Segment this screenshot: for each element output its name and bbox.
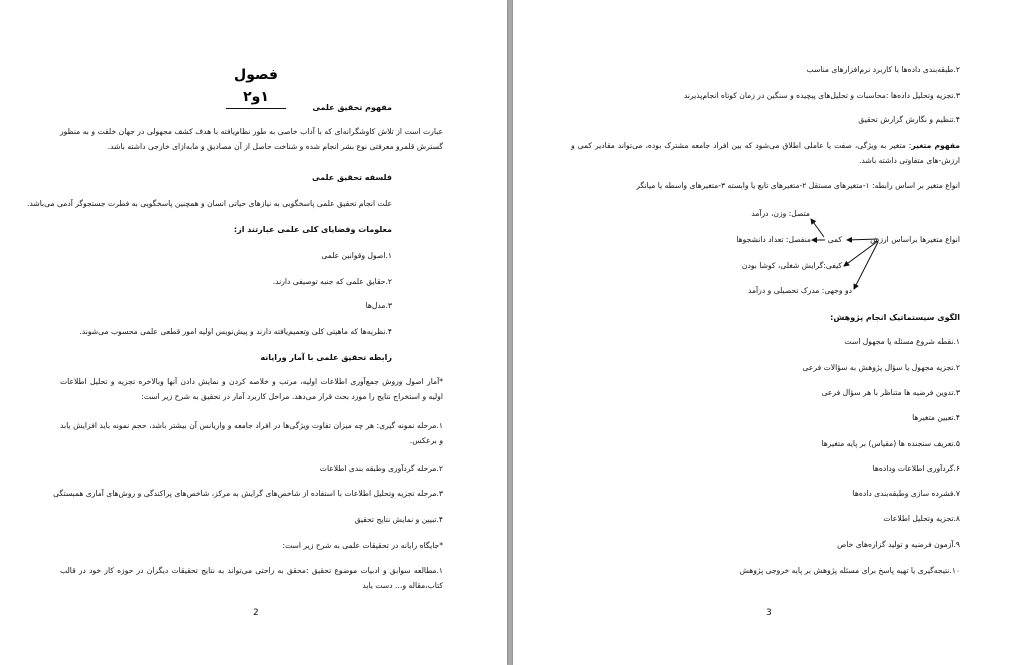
list-item: ۴.تبیین و نمایش نتایج تحقیق (354, 515, 443, 524)
diagram-root: انواع متغیرها براساس ارزش (870, 235, 960, 244)
list-item: ۳.تدوین فرضیه ها متناظر با هر سؤال فرعی (821, 388, 960, 397)
list-item: ۲.مرحله گردآوری وطبقه بندی اطلاعات (319, 464, 443, 473)
list-item: ۳.تجزیه وتحلیل داده‌ها :محاسبات و تحلیل‌های پیچیده و سنگین در زمان کوتاه انجام‌پذیرند (683, 91, 960, 100)
chapter-title: فصول ۱و۲ (226, 64, 286, 109)
list-item: ۴.تنظیم و نگارش گزارش تحقیق (858, 115, 960, 124)
arrow-to-binary (854, 242, 878, 289)
list-item: ۳.مرحله تجزیه وتحلیل اطلاعات با استفاده از شاخص‌های گرایش به مرکز، شاخص‌های پراکندگی و روش‌های آماری همبستگی (53, 489, 443, 498)
heading-concept: مفهوم تحقیق علمی (312, 103, 392, 112)
document-page-right (513, 0, 1024, 665)
variable-definition: : متغیر به ویژگی، صفت یا عاملی اطلاق می‌شود که بین افراد جامعه مشترک بوده، می‌تواند مقادیر کمی و ارزش-های متفاوتی داشته باشد. (571, 141, 960, 165)
diagram-node-quantitative: کمی (827, 235, 842, 244)
document-page-left (0, 0, 507, 665)
list-item: ۲.طبقه‌بندی داده‌ها با کاربرد نرم‌افزارهای مناسب (806, 65, 960, 74)
paragraph-computer: *جایگاه رایانه در تحقیقات علمی به شرح زیر است: (282, 541, 443, 550)
list-item: ۱.نقطه شروع مسئله یا مجهول است (844, 337, 960, 346)
list-item: ۳.مدل‌ها (365, 301, 392, 310)
page-number: 2 (253, 608, 259, 618)
list-item: ۴.نظریه‌ها که ماهیتی کلی وتعمیم‌یافته دارند و پیش‌نویس اولیه امور قطعی علمی محسوب می‌شوند. (79, 327, 392, 336)
list-item: ۶.گردآوری اطلاعات وداده‌ها (872, 464, 960, 473)
list-item: ۸.تجزیه وتحلیل اطلاعات (883, 514, 960, 523)
list-item: ۲.حقایق علمی که جنبه توصیفی دارند. (272, 277, 392, 286)
diagram-node-binary: دو وجهی: مدرک تحصیلی و درآمد (748, 286, 852, 295)
heading-systematic-model: الگوی سیستماتیک انجام پژوهش: (830, 313, 960, 322)
list-item: ۵.تعریف سنجنده ها (مقیاس) بر پایه متغیرها (821, 439, 960, 448)
list-item: ۱.مرحله نمونه گیری: هر چه میزان تفاوت ویژگی‌ها در افراد جامعه و واریانس آن بیشتر باشد، حجم نمونه باید افزایش یابد و برعکس. (60, 421, 443, 445)
diagram-node-qualitative: کیفی:گرایش شغلی، کوشا بودن (741, 261, 842, 270)
diagram-node-continuous: متصل: وزن، درآمد (751, 209, 810, 218)
heading-statistics: رابطه تحقیق علمی با آمار ورایانه (260, 353, 392, 362)
paragraph-statistics: *آمار اصول وروش جمع‌آوری اطلاعات اولیه، مرتب و خلاصه کردن و نمایش دادن آنها وبالاخره تجزیه و تحلیل اطلاعات اولیه و استخراج نتایج را مورد بحث قرار می‌دهد. مراحل کاربرد آمار در تحقیق به شرح زیر است: (60, 377, 443, 401)
paragraph-variable-types: انواع متغیر بر اساس رابطه: ۱-متغیرهای مستقل ۲-متغیرهای تابع یا وابسته ۳-متغیرهای واسطه یا میانگر (636, 181, 960, 190)
paragraph-concept: عبارت است از تلاش کاوشگرانه‌ای که با آداب خاصی به طور نظام‌یافته با هدف کشف مجهولی در جهان خلقت و به منظور گسترش قلمرو معرفتی نوع بشر انجام شده و شناخت حاصل از آن مصادیق و مابه‌ازای خارجی داشته باشد. (60, 127, 443, 151)
paragraph-philosophy: علت انجام تحقیق علمی پاسخگویی به نیازهای حیاتی انسان و همچنین پاسخگویی به فطرت جستجوگر آدمی می‌باشد. (26, 199, 392, 208)
list-item: ۷.فشرده سازی وطبقه‌بندی داده‌ها (852, 489, 960, 498)
list-item: ۲.تجزیه مجهول یا سؤال پژوهش به سؤالات فرعی (802, 363, 960, 372)
arrow-to-continuous (811, 219, 824, 237)
diagram-node-discrete: منفصل: تعداد دانشجوها (736, 235, 811, 244)
list-item: ۱۰.نتیجه‌گیری یا تهیه پاسخ برای مسئله پژوهش بر پایه خروجی پژوهش (739, 566, 960, 575)
heading-knowledge: معلومات وفضایای کلی علمی عبارتند از: (233, 225, 392, 234)
heading-philosophy: فلسفه تحقیق علمی (311, 173, 392, 182)
list-item: ۹.آزمون فرضیه و تولید گزاره‌های خاص (837, 540, 960, 549)
list-item: ۱.مطالعه سوابق و ادبیات موضوع تحقیق :محقق به راحتی می‌تواند به نتایج تحقیقات دیگران در حوزه کار خود در قالب کتاب،مقاله و… دست یابد (60, 566, 443, 590)
variable-label: مفهوم متغیر (911, 141, 960, 150)
page-number: 3 (766, 608, 772, 618)
list-item: ۴.تعیین متغیرها (912, 413, 960, 422)
list-item: ۱.اصول وقوانین علمی (321, 251, 392, 260)
